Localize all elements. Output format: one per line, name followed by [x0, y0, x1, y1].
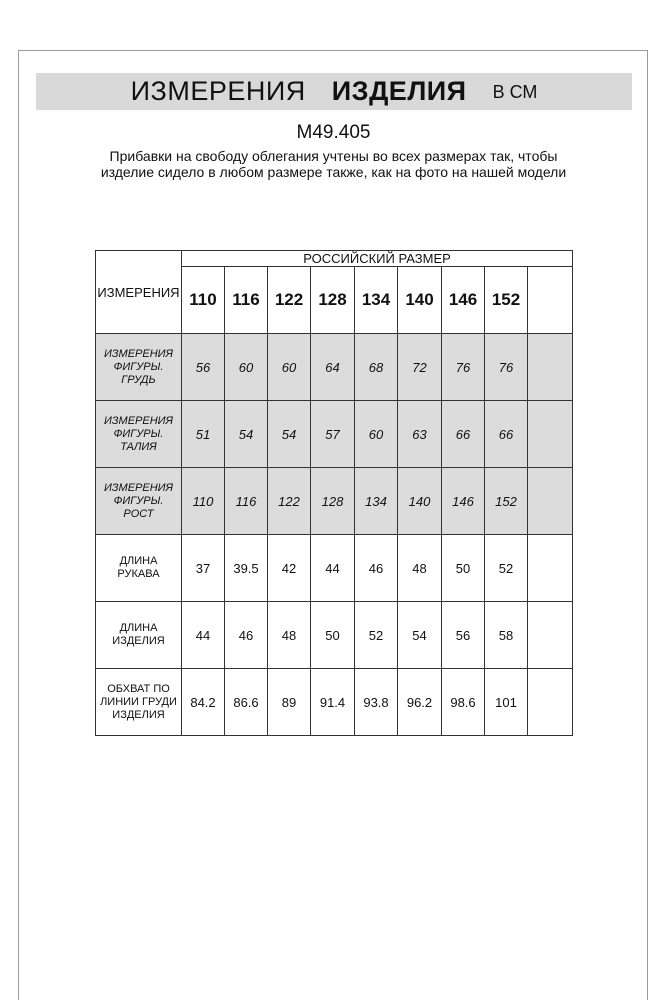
value-cell: 56: [182, 334, 225, 401]
size-header-cell: 122: [268, 267, 311, 334]
article-number: M49.405: [296, 122, 371, 143]
value-cell: 76: [442, 334, 485, 401]
value-cell: 50: [442, 535, 485, 602]
value-cell: [528, 535, 573, 602]
russian-size-label: РОССИЙСКИЙ РАЗМЕР: [182, 251, 573, 267]
row-label-line: ФИГУРЫ.: [113, 360, 164, 373]
size-header-cell: 116: [225, 267, 268, 334]
value-cell: 116: [225, 468, 268, 535]
value-cell: 60: [268, 334, 311, 401]
row-label-line: ЛИНИИ ГРУДИ: [100, 695, 177, 708]
value-cell: 39.5: [225, 535, 268, 602]
measurements-header: ИЗМЕРЕНИЯ: [96, 251, 182, 334]
value-cell: 46: [355, 535, 398, 602]
value-cell: 86.6: [225, 669, 268, 736]
value-cell: 52: [355, 602, 398, 669]
row-label: [96, 669, 182, 736]
value-cell: 42: [268, 535, 311, 602]
table-row: [96, 401, 573, 468]
value-cell: 101: [485, 669, 528, 736]
value-cell: 146: [442, 468, 485, 535]
value-cell: 37: [182, 535, 225, 602]
value-cell: 51: [182, 401, 225, 468]
value-cell: [528, 334, 573, 401]
row-label-line: ФИГУРЫ.: [113, 427, 164, 440]
table-row: [96, 669, 573, 736]
table-row: [96, 535, 573, 602]
row-label-line: ТАЛИЯ: [120, 440, 157, 453]
value-cell: 63: [398, 401, 442, 468]
value-cell: [528, 669, 573, 736]
value-cell: 72: [398, 334, 442, 401]
row-label-line: ИЗДЕЛИЯ: [112, 708, 165, 721]
row-label-line: ИЗМЕРЕНИЯ: [103, 347, 174, 360]
value-cell: 54: [268, 401, 311, 468]
row-label-line: ИЗМЕРЕНИЯ: [103, 481, 174, 494]
row-label: [96, 468, 182, 535]
value-cell: 128: [311, 468, 355, 535]
value-cell: 122: [268, 468, 311, 535]
value-cell: 96.2: [398, 669, 442, 736]
row-label-line: ФИГУРЫ.: [113, 494, 164, 507]
size-header-cell: 152: [485, 267, 528, 334]
value-cell: 44: [182, 602, 225, 669]
value-cell: 66: [485, 401, 528, 468]
value-cell: 54: [225, 401, 268, 468]
row-label-line: ДЛИНА: [119, 555, 158, 567]
value-cell: 58: [485, 602, 528, 669]
value-cell: [528, 602, 573, 669]
value-cell: 84.2: [182, 669, 225, 736]
value-cell: 91.4: [311, 669, 355, 736]
value-cell: 98.6: [442, 669, 485, 736]
value-cell: 134: [355, 468, 398, 535]
size-header-cell: [528, 267, 573, 334]
row-label-line: ДЛИНА: [119, 622, 158, 634]
value-cell: 48: [268, 602, 311, 669]
value-cell: [528, 468, 573, 535]
size-table: [95, 250, 573, 736]
table-row: [96, 602, 573, 669]
row-label: [96, 334, 182, 401]
size-header-cell: 134: [355, 267, 398, 334]
value-cell: 140: [398, 468, 442, 535]
title-product: ИЗДЕЛИЯ: [331, 76, 467, 106]
row-label-line: ОБХВАТ ПО: [107, 682, 170, 695]
value-cell: 64: [311, 334, 355, 401]
value-cell: 56: [442, 602, 485, 669]
value-cell: 152: [485, 468, 528, 535]
row-label: [96, 602, 182, 669]
size-header-cell: 146: [442, 267, 485, 334]
value-cell: 52: [485, 535, 528, 602]
value-cell: 48: [398, 535, 442, 602]
size-header-cell: 110: [182, 267, 225, 334]
title-measurements: ИЗМЕРЕНИЯ: [130, 76, 306, 106]
row-label: [96, 535, 182, 602]
value-cell: 93.8: [355, 669, 398, 736]
row-label-line: ИЗМЕРЕНИЯ: [103, 414, 174, 427]
value-cell: 76: [485, 334, 528, 401]
value-cell: 54: [398, 602, 442, 669]
value-cell: 60: [225, 334, 268, 401]
value-cell: 46: [225, 602, 268, 669]
value-cell: 110: [182, 468, 225, 535]
row-label-line: РОСТ: [123, 507, 154, 520]
value-cell: 66: [442, 401, 485, 468]
size-header-cell: 140: [398, 267, 442, 334]
value-cell: 50: [311, 602, 355, 669]
value-cell: 44: [311, 535, 355, 602]
value-cell: 57: [311, 401, 355, 468]
row-label-line: РУКАВА: [117, 568, 160, 580]
value-cell: 68: [355, 334, 398, 401]
table-row: [96, 468, 573, 535]
size-header-cell: 128: [311, 267, 355, 334]
value-cell: [528, 401, 573, 468]
row-label-line: ИЗДЕЛИЯ: [112, 635, 165, 647]
row-label-line: ГРУДЬ: [121, 373, 156, 386]
title-banner: [36, 73, 632, 110]
table-row: [96, 334, 573, 401]
row-label: [96, 401, 182, 468]
value-cell: 89: [268, 669, 311, 736]
value-cell: 60: [355, 401, 398, 468]
title-units: В СМ: [492, 82, 538, 102]
fit-note: Прибавки на свободу облегания учтены во всех размерах так, чтобы изделие сидело в любом размере также, как на фото на нашей модели: [100, 148, 567, 180]
